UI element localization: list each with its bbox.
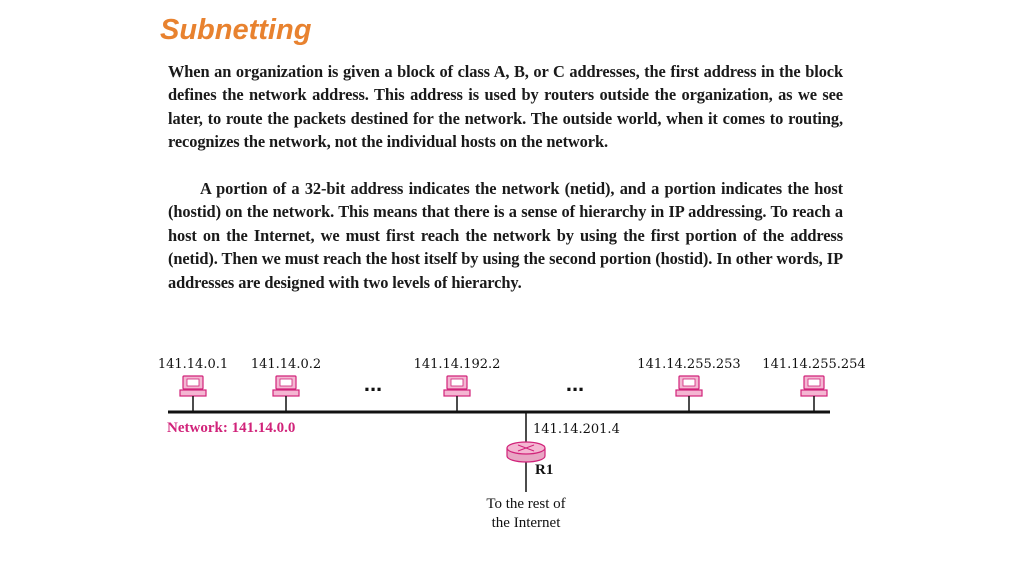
- ellipsis: ...: [565, 371, 585, 396]
- host-address: 141.14.0.1: [157, 357, 229, 372]
- network-label: Network: 141.14.0.0: [167, 420, 296, 436]
- internet-caption-line: To the rest of: [486, 496, 566, 512]
- computer-icon: [801, 376, 827, 412]
- router-interface-address: 141.14.201.4: [533, 422, 620, 437]
- host-address: 141.14.0.2: [250, 357, 322, 372]
- slide-title: Subnetting: [160, 14, 312, 46]
- computer-icon: [676, 376, 702, 412]
- host-address: 141.14.255.253: [637, 357, 741, 372]
- paragraph-hierarchy: A portion of a 32-bit address indicates the network (netid), and a portion indicates the host (hostid) on the network. This means that there is a sense of hierarchy in IP addressing. To reach a host on the Internet, we must first reach the network by using the first portion of the address (netid). Then we must reach the host itself by using the second portion (hostid). In other words, IP addresses are designed with two levels of hierarchy.: [168, 179, 843, 292]
- paragraph-network-address: When an organization is given a block of class A, B, or C addresses, the first address in the block defines the network address. This address is used by routers outside the organization, as we see later, to route the packets destined for the network. The outside world, when it comes to routing, recognizes the network, not the individual hosts on the network.: [168, 62, 843, 152]
- ellipsis: ...: [363, 371, 383, 396]
- host-address: 141.14.192.2: [413, 357, 501, 372]
- computer-icon: [273, 376, 299, 412]
- router-icon: [507, 442, 545, 462]
- computer-icon: [444, 376, 470, 412]
- internet-caption-line: the Internet: [491, 515, 561, 531]
- computer-icon: [180, 376, 206, 412]
- router-name: R1: [535, 462, 554, 478]
- host-address: 141.14.255.254: [762, 357, 866, 372]
